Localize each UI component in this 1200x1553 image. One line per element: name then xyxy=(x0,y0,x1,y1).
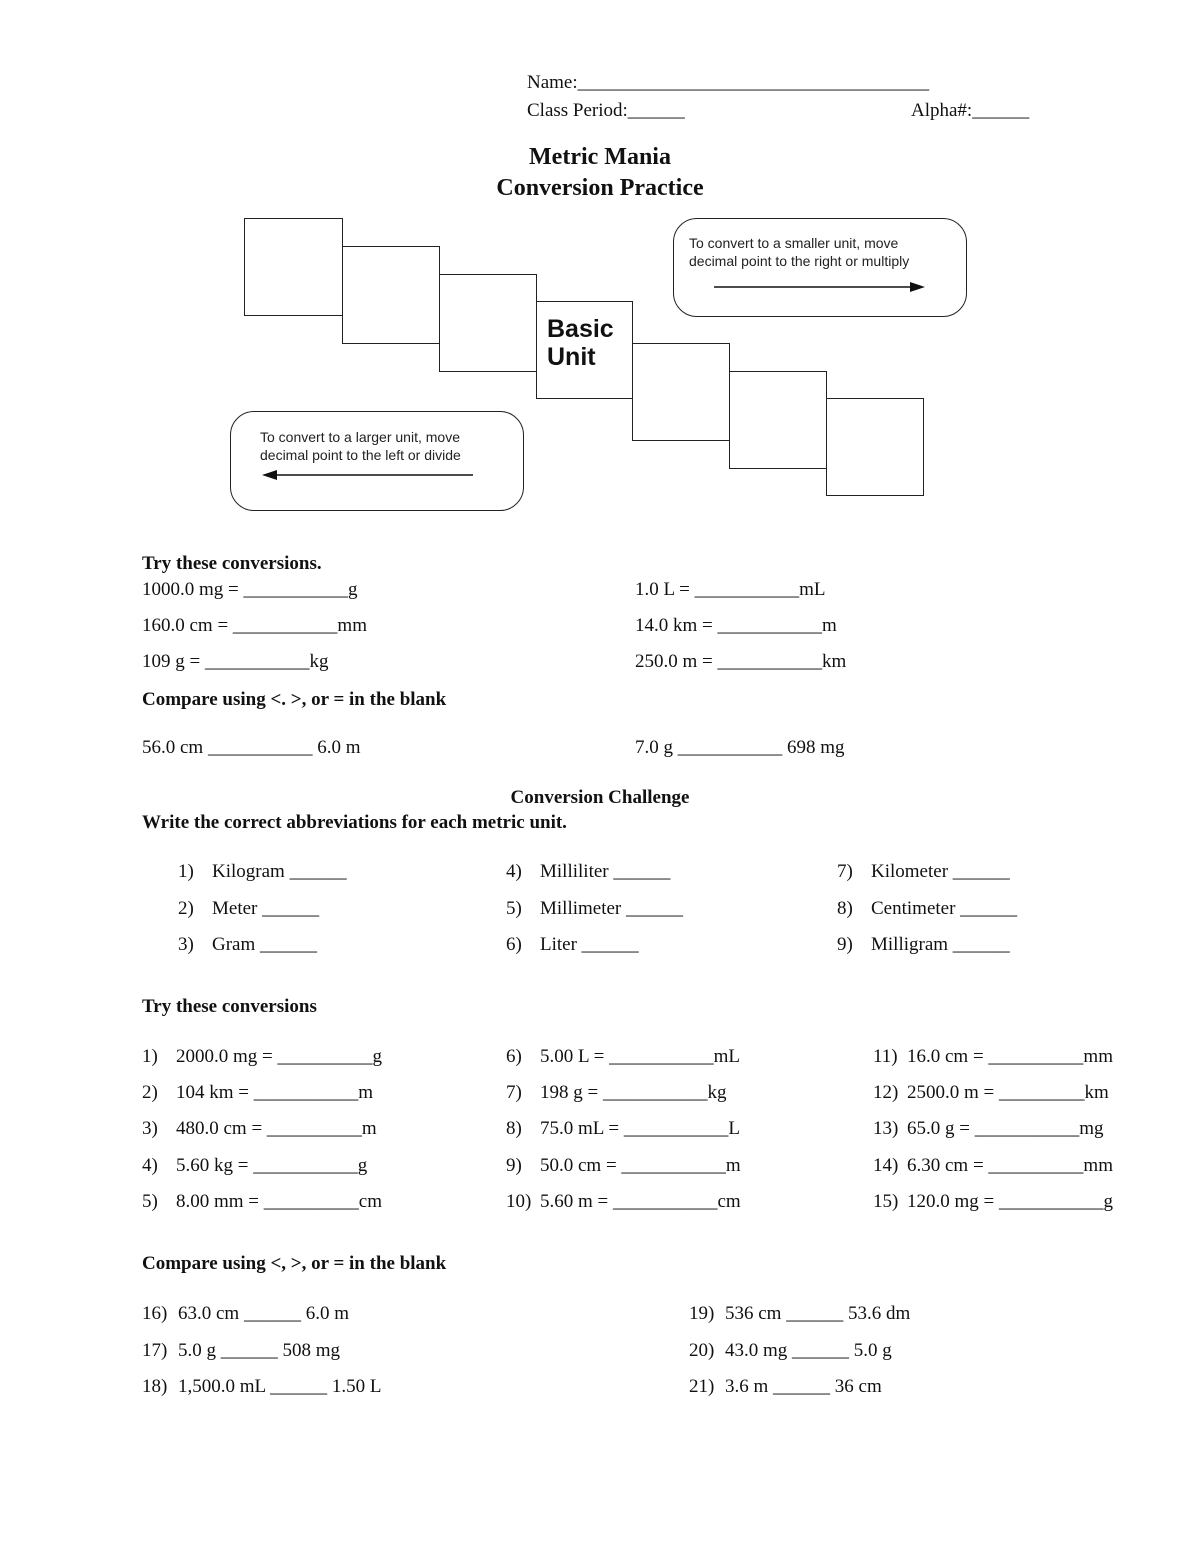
item-number: 18) xyxy=(142,1376,168,1397)
item-text: 2000.0 mg = __________g xyxy=(176,1046,382,1067)
class-period-field[interactable]: Class Period:______ xyxy=(527,100,685,121)
item-text: 198 g = ___________kg xyxy=(540,1082,727,1103)
item-number: 3) xyxy=(142,1118,158,1139)
item-text: Millimeter ______ xyxy=(540,898,684,919)
conversion-item-13[interactable] xyxy=(873,1118,1104,1140)
item-text: Liter ______ xyxy=(540,934,639,955)
item-text: 536 cm ______ 53.6 dm xyxy=(725,1303,911,1324)
item-text: 63.0 cm ______ 6.0 m xyxy=(178,1303,349,1324)
item-text: 5.60 m = ___________cm xyxy=(540,1191,741,1212)
item-number: 8) xyxy=(506,1118,522,1139)
item-number: 16) xyxy=(142,1303,168,1324)
compare-item-16[interactable] xyxy=(142,1303,349,1325)
item-number: 4) xyxy=(506,861,522,882)
item-number: 5) xyxy=(142,1191,158,1212)
item-text: Kilometer ______ xyxy=(871,861,1010,882)
item-text: 5.60 kg = ___________g xyxy=(176,1155,368,1176)
challenge-heading: Conversion Challenge xyxy=(510,787,690,808)
item-text: 2500.0 m = _________km xyxy=(907,1082,1109,1103)
challenge-item-8[interactable] xyxy=(837,898,1017,920)
conversion-item-9[interactable] xyxy=(506,1155,741,1177)
item-number: 3) xyxy=(178,934,194,955)
section1-left-3[interactable]: 109 g = ___________kg xyxy=(142,651,329,672)
item-text: Kilogram ______ xyxy=(212,861,347,882)
page-title: Metric Mania xyxy=(529,144,671,170)
compare1-left[interactable]: 56.0 cm ___________ 6.0 m xyxy=(142,737,361,758)
item-number: 7) xyxy=(506,1082,522,1103)
item-number: 21) xyxy=(689,1376,715,1397)
challenge-item-4[interactable] xyxy=(506,861,670,883)
compare2-heading: Compare using <, >, or = in the blank xyxy=(142,1253,447,1274)
name-field[interactable]: Name:_____________________________________ xyxy=(527,72,930,93)
item-text: Gram ______ xyxy=(212,934,318,955)
item-number: 9) xyxy=(837,934,853,955)
stair-box-5 xyxy=(632,343,730,441)
item-text: Milligram ______ xyxy=(871,934,1010,955)
compare-item-17[interactable] xyxy=(142,1340,340,1362)
smaller-unit-text-2: decimal point to the right or multiply xyxy=(689,253,910,269)
section1-right-3[interactable]: 250.0 m = ___________km xyxy=(635,651,847,672)
conversion-item-7[interactable] xyxy=(506,1082,726,1104)
section1-left-1[interactable]: 1000.0 mg = ___________g xyxy=(142,579,358,600)
item-number: 2) xyxy=(178,898,194,919)
item-text: 1,500.0 mL ______ 1.50 L xyxy=(178,1376,382,1397)
conversion-item-8[interactable] xyxy=(506,1118,740,1140)
conversion-item-6[interactable] xyxy=(506,1046,740,1068)
item-number: 4) xyxy=(142,1155,158,1176)
challenge-item-6[interactable] xyxy=(506,934,639,956)
basic-unit-label-line2: Unit xyxy=(547,343,596,371)
item-text: 50.0 cm = ___________m xyxy=(540,1155,741,1176)
item-number: 8) xyxy=(837,898,853,919)
item-number: 17) xyxy=(142,1340,168,1361)
left-arrow-icon xyxy=(261,467,476,483)
stair-box-2 xyxy=(342,246,440,344)
smaller-unit-text-1: To convert to a smaller unit, move xyxy=(689,235,899,251)
compare-item-21[interactable] xyxy=(689,1376,882,1398)
stair-box-7 xyxy=(826,398,924,496)
conversion-item-11[interactable] xyxy=(873,1046,1113,1068)
compare1-right[interactable]: 7.0 g ___________ 698 mg xyxy=(635,737,845,758)
item-text: 16.0 cm = __________mm xyxy=(907,1046,1113,1067)
item-text: Milliliter ______ xyxy=(540,861,671,882)
item-number: 5) xyxy=(506,898,522,919)
conversion-item-10[interactable] xyxy=(506,1191,741,1213)
item-text: 5.0 g ______ 508 mg xyxy=(178,1340,341,1361)
section1-right-2[interactable]: 14.0 km = ___________m xyxy=(635,615,837,636)
section1-heading: Try these conversions. xyxy=(142,553,322,574)
item-number: 10) xyxy=(506,1191,532,1212)
item-number: 7) xyxy=(837,861,853,882)
item-number: 1) xyxy=(178,861,194,882)
conversion-item-5[interactable] xyxy=(142,1191,382,1213)
item-text: Centimeter ______ xyxy=(871,898,1018,919)
section1-left-2[interactable]: 160.0 cm = ___________mm xyxy=(142,615,367,636)
page-subtitle: Conversion Practice xyxy=(496,175,704,201)
item-number: 15) xyxy=(873,1191,899,1212)
item-number: 6) xyxy=(506,934,522,955)
item-number: 9) xyxy=(506,1155,522,1176)
item-number: 1) xyxy=(142,1046,158,1067)
larger-unit-text-1: To convert to a larger unit, move xyxy=(260,429,460,445)
challenge-item-2[interactable] xyxy=(178,898,319,920)
conversion-item-1[interactable] xyxy=(142,1046,382,1068)
section1-right-1[interactable]: 1.0 L = ___________mL xyxy=(635,579,826,600)
item-text: 120.0 mg = ___________g xyxy=(907,1191,1113,1212)
item-text: 3.6 m ______ 36 cm xyxy=(725,1376,882,1397)
conversion-item-3[interactable] xyxy=(142,1118,377,1140)
item-number: 14) xyxy=(873,1155,899,1176)
stair-box-3 xyxy=(439,274,537,372)
conversion-item-2[interactable] xyxy=(142,1082,373,1104)
item-number: 12) xyxy=(873,1082,899,1103)
right-arrow-icon xyxy=(712,279,927,295)
item-text: 6.30 cm = __________mm xyxy=(907,1155,1113,1176)
conversion-item-15[interactable] xyxy=(873,1191,1113,1213)
challenge-instruction: Write the correct abbreviations for each metric unit. xyxy=(142,812,567,833)
item-text: Meter ______ xyxy=(212,898,320,919)
conversion-item-14[interactable] xyxy=(873,1155,1113,1177)
challenge-item-5[interactable] xyxy=(506,898,683,920)
item-number: 13) xyxy=(873,1118,899,1139)
item-text: 104 km = ___________m xyxy=(176,1082,374,1103)
item-number: 20) xyxy=(689,1340,715,1361)
item-text: 480.0 cm = __________m xyxy=(176,1118,377,1139)
compare-item-18[interactable] xyxy=(142,1376,382,1398)
item-number: 2) xyxy=(142,1082,158,1103)
compare-item-19[interactable] xyxy=(689,1303,910,1325)
challenge-item-1[interactable] xyxy=(178,861,347,883)
item-number: 11) xyxy=(873,1046,898,1067)
larger-unit-text-2: decimal point to the left or divide xyxy=(260,447,461,463)
conversion-item-4[interactable] xyxy=(142,1155,367,1177)
item-text: 65.0 g = ___________mg xyxy=(907,1118,1104,1139)
item-text: 43.0 mg ______ 5.0 g xyxy=(725,1340,892,1361)
section2-heading: Try these conversions xyxy=(142,996,317,1017)
basic-unit-box xyxy=(536,301,633,399)
challenge-item-3[interactable] xyxy=(178,934,317,956)
stair-box-1 xyxy=(244,218,343,316)
challenge-item-7[interactable] xyxy=(837,861,1010,883)
compare1-heading: Compare using <. >, or = in the blank xyxy=(142,689,447,710)
item-number: 6) xyxy=(506,1046,522,1067)
item-number: 19) xyxy=(689,1303,715,1324)
item-text: 5.00 L = ___________mL xyxy=(540,1046,741,1067)
compare-item-20[interactable] xyxy=(689,1340,892,1362)
item-text: 75.0 mL = ___________L xyxy=(540,1118,741,1139)
challenge-item-9[interactable] xyxy=(837,934,1010,956)
conversion-item-12[interactable] xyxy=(873,1082,1109,1104)
alpha-field[interactable]: Alpha#:______ xyxy=(911,100,1030,121)
item-text: 8.00 mm = __________cm xyxy=(176,1191,382,1212)
stair-box-6 xyxy=(729,371,827,469)
basic-unit-label-line1: Basic xyxy=(547,315,614,343)
